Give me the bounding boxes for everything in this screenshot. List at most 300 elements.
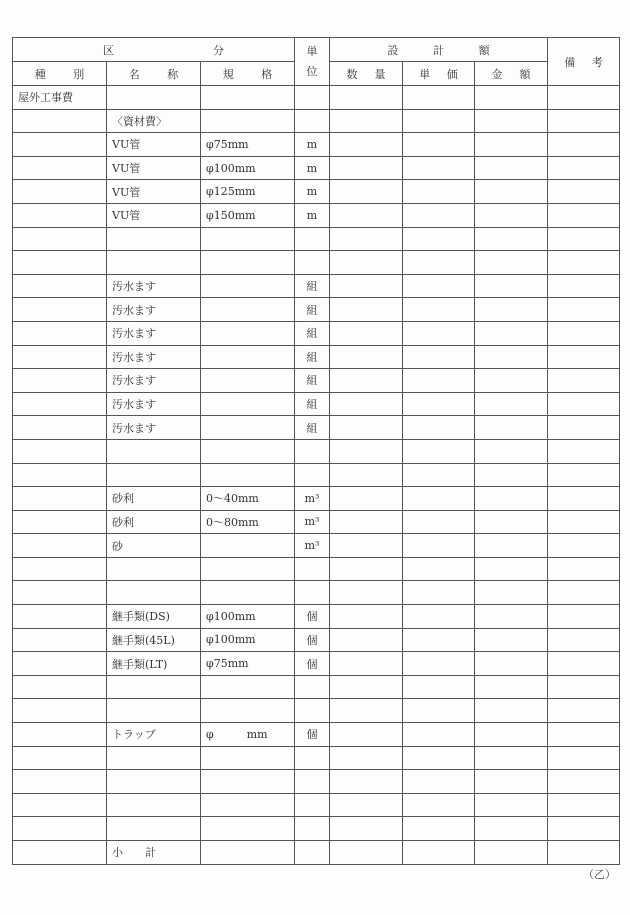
cell-suryo[interactable]: [330, 345, 403, 369]
header-kingaku: 金 額: [475, 62, 548, 86]
cell-shubetsu[interactable]: [13, 298, 107, 322]
cell-tani[interactable]: [295, 841, 330, 865]
cell-kikaku[interactable]: [201, 534, 295, 558]
cell-kikaku[interactable]: [201, 345, 295, 369]
cell-kingaku[interactable]: [475, 109, 548, 133]
cell-kikaku[interactable]: φ125mm: [201, 180, 295, 204]
cell-kingaku[interactable]: [475, 251, 548, 275]
table-header: [13, 38, 620, 86]
table-row: [13, 510, 620, 534]
cell-kikaku[interactable]: [201, 321, 295, 345]
cell-suryo[interactable]: [330, 133, 403, 157]
cell-tani[interactable]: m: [295, 180, 330, 204]
cell-tanka[interactable]: [403, 86, 475, 110]
cell-tani[interactable]: [295, 439, 330, 463]
table-row: [13, 180, 620, 204]
cell-tani[interactable]: 個: [295, 723, 330, 747]
cell-suryo[interactable]: [330, 369, 403, 393]
cell-shubetsu[interactable]: [13, 109, 107, 133]
cell-kingaku[interactable]: [475, 605, 548, 629]
cell-kikaku[interactable]: φ75mm: [201, 133, 295, 157]
cell-tanka[interactable]: [403, 345, 475, 369]
cell-tanka[interactable]: [403, 675, 475, 699]
cell-biko[interactable]: [548, 534, 620, 558]
table-row: [13, 675, 620, 699]
cell-tani[interactable]: [295, 699, 330, 723]
cell-tanka[interactable]: [403, 534, 475, 558]
cell-shubetsu[interactable]: 屋外工事費: [13, 86, 107, 110]
cell-tani[interactable]: [295, 746, 330, 770]
cell-biko[interactable]: [548, 298, 620, 322]
cell-biko[interactable]: [548, 510, 620, 534]
cell-tanka[interactable]: [403, 487, 475, 511]
cell-kingaku[interactable]: [475, 416, 548, 440]
cell-suryo[interactable]: [330, 581, 403, 605]
cell-kingaku[interactable]: [475, 793, 548, 817]
table-row: [13, 345, 620, 369]
header-suryo: 数 量: [330, 62, 403, 86]
cell-shubetsu[interactable]: [13, 321, 107, 345]
cell-tani[interactable]: [295, 557, 330, 581]
header-meisho: 名 称: [107, 62, 201, 86]
cell-kingaku[interactable]: [475, 86, 548, 110]
cell-suryo[interactable]: [330, 841, 403, 865]
cell-tanka[interactable]: [403, 251, 475, 275]
cell-suryo[interactable]: [330, 203, 403, 227]
cell-suryo[interactable]: [330, 463, 403, 487]
cell-suryo[interactable]: [330, 274, 403, 298]
cell-biko[interactable]: [548, 675, 620, 699]
cell-kikaku[interactable]: [201, 227, 295, 251]
cell-shubetsu[interactable]: [13, 203, 107, 227]
cell-meisho[interactable]: [107, 227, 201, 251]
cell-biko[interactable]: [548, 723, 620, 747]
cell-meisho[interactable]: 継手類(DS): [107, 605, 201, 629]
cell-biko[interactable]: [548, 203, 620, 227]
cell-biko[interactable]: [548, 86, 620, 110]
cell-tani[interactable]: 組: [295, 345, 330, 369]
cell-tanka[interactable]: [403, 298, 475, 322]
cell-kikaku[interactable]: [201, 746, 295, 770]
cell-shubetsu[interactable]: [13, 416, 107, 440]
cell-kingaku[interactable]: [475, 156, 548, 180]
cell-biko[interactable]: [548, 463, 620, 487]
cell-suryo[interactable]: [330, 487, 403, 511]
cell-kikaku[interactable]: φ100mm: [201, 156, 295, 180]
cell-tani[interactable]: m³: [295, 510, 330, 534]
cell-tani[interactable]: [295, 793, 330, 817]
cell-shubetsu[interactable]: [13, 793, 107, 817]
cell-tani[interactable]: 組: [295, 274, 330, 298]
cell-biko[interactable]: [548, 628, 620, 652]
cell-tanka[interactable]: [403, 628, 475, 652]
cell-kikaku[interactable]: 0〜80mm: [201, 510, 295, 534]
cell-biko[interactable]: [548, 841, 620, 865]
cell-tanka[interactable]: [403, 793, 475, 817]
cell-kingaku[interactable]: [475, 675, 548, 699]
table-row: [13, 416, 620, 440]
cell-tani[interactable]: [295, 251, 330, 275]
cell-kikaku[interactable]: φ150mm: [201, 203, 295, 227]
table-row: [13, 723, 620, 747]
cell-biko[interactable]: [548, 369, 620, 393]
cell-tanka[interactable]: [403, 770, 475, 794]
table-row: [13, 321, 620, 345]
cell-tanka[interactable]: [403, 746, 475, 770]
cell-kikaku[interactable]: [201, 392, 295, 416]
cell-biko[interactable]: [548, 699, 620, 723]
cell-tani[interactable]: [295, 581, 330, 605]
cell-biko[interactable]: [548, 793, 620, 817]
cell-biko[interactable]: [548, 251, 620, 275]
cell-kingaku[interactable]: [475, 510, 548, 534]
cell-suryo[interactable]: [330, 699, 403, 723]
cell-meisho[interactable]: 汚水ます: [107, 274, 201, 298]
cell-kingaku[interactable]: [475, 345, 548, 369]
cell-suryo[interactable]: [330, 605, 403, 629]
cell-suryo[interactable]: [330, 439, 403, 463]
cell-kingaku[interactable]: [475, 321, 548, 345]
cell-kingaku[interactable]: [475, 133, 548, 157]
cell-kingaku[interactable]: [475, 746, 548, 770]
cell-meisho[interactable]: 〈資材費〉: [107, 109, 201, 133]
table-row: [13, 770, 620, 794]
cell-biko[interactable]: [548, 746, 620, 770]
cell-shubetsu[interactable]: [13, 628, 107, 652]
cell-shubetsu[interactable]: [13, 227, 107, 251]
cell-shubetsu[interactable]: [13, 557, 107, 581]
cell-biko[interactable]: [548, 439, 620, 463]
cell-kingaku[interactable]: [475, 581, 548, 605]
cell-kikaku[interactable]: [201, 416, 295, 440]
cell-biko[interactable]: [548, 581, 620, 605]
cell-biko[interactable]: [548, 180, 620, 204]
cell-shubetsu[interactable]: [13, 345, 107, 369]
form-mark: （乙）: [583, 868, 616, 881]
cell-kingaku[interactable]: [475, 534, 548, 558]
cell-shubetsu[interactable]: [13, 133, 107, 157]
cell-tanka[interactable]: [403, 699, 475, 723]
header-tanka: 単 価: [403, 62, 475, 86]
cell-kikaku[interactable]: [201, 298, 295, 322]
table-row: [13, 392, 620, 416]
cell-shubetsu[interactable]: [13, 841, 107, 865]
cell-tanka[interactable]: [403, 392, 475, 416]
cell-biko[interactable]: [548, 156, 620, 180]
cell-suryo[interactable]: [330, 793, 403, 817]
cell-tanka[interactable]: [403, 581, 475, 605]
cell-tanka[interactable]: [403, 557, 475, 581]
cell-suryo[interactable]: [330, 817, 403, 841]
cell-biko[interactable]: [548, 392, 620, 416]
cell-shubetsu[interactable]: [13, 510, 107, 534]
cell-kikaku[interactable]: [201, 699, 295, 723]
table-row: [13, 605, 620, 629]
cell-kingaku[interactable]: [475, 628, 548, 652]
cell-meisho[interactable]: 汚水ます: [107, 298, 201, 322]
cell-kingaku[interactable]: [475, 298, 548, 322]
cell-meisho[interactable]: 継手類(45L): [107, 628, 201, 652]
cell-shubetsu[interactable]: [13, 817, 107, 841]
cell-tanka[interactable]: [403, 180, 475, 204]
cell-kikaku[interactable]: 0〜40mm: [201, 487, 295, 511]
cell-kikaku[interactable]: [201, 109, 295, 133]
cell-kikaku[interactable]: φ100mm: [201, 628, 295, 652]
cell-tanka[interactable]: [403, 321, 475, 345]
cell-shubetsu[interactable]: [13, 723, 107, 747]
cell-meisho[interactable]: [107, 770, 201, 794]
cell-kikaku[interactable]: [201, 770, 295, 794]
cell-meisho[interactable]: [107, 463, 201, 487]
cell-tanka[interactable]: [403, 510, 475, 534]
cell-tanka[interactable]: [403, 227, 475, 251]
cell-kikaku[interactable]: [201, 675, 295, 699]
cell-tani[interactable]: [295, 770, 330, 794]
table-row: [13, 109, 620, 133]
cell-kingaku[interactable]: [475, 439, 548, 463]
cell-suryo[interactable]: [330, 416, 403, 440]
cell-biko[interactable]: [548, 416, 620, 440]
cell-suryo[interactable]: [330, 251, 403, 275]
cell-meisho[interactable]: 砂利: [107, 487, 201, 511]
cell-meisho[interactable]: VU管: [107, 133, 201, 157]
table-row: [13, 227, 620, 251]
cell-tanka[interactable]: [403, 369, 475, 393]
cell-meisho[interactable]: 継手類(LT): [107, 652, 201, 676]
cell-meisho[interactable]: 砂: [107, 534, 201, 558]
cell-tanka[interactable]: [403, 133, 475, 157]
cell-tanka[interactable]: [403, 652, 475, 676]
cell-kikaku[interactable]: [201, 817, 295, 841]
table-row: [13, 463, 620, 487]
cell-kingaku[interactable]: [475, 463, 548, 487]
cell-biko[interactable]: [548, 817, 620, 841]
cell-kingaku[interactable]: [475, 770, 548, 794]
cell-tani[interactable]: [295, 109, 330, 133]
cell-meisho[interactable]: [107, 251, 201, 275]
cell-meisho[interactable]: [107, 746, 201, 770]
cell-meisho[interactable]: 汚水ます: [107, 392, 201, 416]
cell-suryo[interactable]: [330, 557, 403, 581]
cell-meisho[interactable]: [107, 675, 201, 699]
cell-kingaku[interactable]: [475, 557, 548, 581]
cell-meisho[interactable]: [107, 86, 201, 110]
cell-meisho[interactable]: [107, 817, 201, 841]
cell-kingaku[interactable]: [475, 699, 548, 723]
cell-meisho[interactable]: [107, 699, 201, 723]
cell-shubetsu[interactable]: [13, 605, 107, 629]
cell-shubetsu[interactable]: [13, 770, 107, 794]
cell-suryo[interactable]: [330, 109, 403, 133]
cell-meisho[interactable]: [107, 557, 201, 581]
cell-kikaku[interactable]: [201, 463, 295, 487]
cell-meisho[interactable]: 汚水ます: [107, 321, 201, 345]
cell-shubetsu[interactable]: [13, 699, 107, 723]
cell-tani[interactable]: m³: [295, 487, 330, 511]
table-row: [13, 251, 620, 275]
cell-tani[interactable]: 組: [295, 369, 330, 393]
cell-meisho[interactable]: VU管: [107, 203, 201, 227]
header-biko: 備 考: [548, 38, 620, 86]
cell-kikaku[interactable]: [201, 793, 295, 817]
cell-shubetsu[interactable]: [13, 180, 107, 204]
cell-kingaku[interactable]: [475, 817, 548, 841]
table-row: [13, 298, 620, 322]
cell-biko[interactable]: [548, 274, 620, 298]
table-row: [13, 203, 620, 227]
cell-meisho[interactable]: トラップ: [107, 723, 201, 747]
table-row: [13, 86, 620, 110]
header-shubetsu: 種 別: [13, 62, 107, 86]
cell-suryo[interactable]: [330, 321, 403, 345]
cell-tani[interactable]: [295, 675, 330, 699]
cell-tani[interactable]: 組: [295, 392, 330, 416]
cell-shubetsu[interactable]: [13, 581, 107, 605]
cell-suryo[interactable]: [330, 86, 403, 110]
cell-meisho[interactable]: 汚水ます: [107, 345, 201, 369]
cell-biko[interactable]: [548, 487, 620, 511]
cell-tani[interactable]: [295, 227, 330, 251]
table-row: [13, 274, 620, 298]
cell-tanka[interactable]: [403, 841, 475, 865]
table-row: [13, 628, 620, 652]
cell-kingaku[interactable]: [475, 487, 548, 511]
cell-tani[interactable]: 個: [295, 652, 330, 676]
cell-kikaku[interactable]: φ100mm: [201, 605, 295, 629]
cell-meisho[interactable]: [107, 793, 201, 817]
cell-meisho[interactable]: [107, 439, 201, 463]
cell-biko[interactable]: [548, 605, 620, 629]
cell-kingaku[interactable]: [475, 227, 548, 251]
table-row: [13, 156, 620, 180]
cell-suryo[interactable]: [330, 534, 403, 558]
cell-kingaku[interactable]: [475, 369, 548, 393]
cell-kikaku[interactable]: [201, 369, 295, 393]
cell-shubetsu[interactable]: [13, 463, 107, 487]
cell-meisho[interactable]: 砂利: [107, 510, 201, 534]
cell-tani[interactable]: m³: [295, 534, 330, 558]
cell-tani[interactable]: m: [295, 133, 330, 157]
cell-biko[interactable]: [548, 227, 620, 251]
cell-tani[interactable]: 個: [295, 605, 330, 629]
cell-biko[interactable]: [548, 133, 620, 157]
cell-suryo[interactable]: [330, 298, 403, 322]
cell-tani[interactable]: 個: [295, 628, 330, 652]
cell-shubetsu[interactable]: [13, 487, 107, 511]
cell-suryo[interactable]: [330, 770, 403, 794]
cell-biko[interactable]: [548, 345, 620, 369]
cell-suryo[interactable]: [330, 510, 403, 534]
cell-kikaku[interactable]: [201, 557, 295, 581]
cell-shubetsu[interactable]: [13, 534, 107, 558]
cell-tanka[interactable]: [403, 723, 475, 747]
cell-suryo[interactable]: [330, 628, 403, 652]
cell-kingaku[interactable]: [475, 274, 548, 298]
cell-tanka[interactable]: [403, 203, 475, 227]
design-estimate-table: [12, 37, 620, 865]
cell-tanka[interactable]: [403, 463, 475, 487]
cell-tanka[interactable]: [403, 817, 475, 841]
cell-kikaku[interactable]: [201, 86, 295, 110]
cell-biko[interactable]: [548, 557, 620, 581]
header-sekkei-gaku: 設 計 額: [330, 38, 548, 62]
table-row: [13, 581, 620, 605]
cell-shubetsu[interactable]: [13, 251, 107, 275]
cell-shubetsu[interactable]: [13, 439, 107, 463]
cell-shubetsu[interactable]: [13, 392, 107, 416]
cell-shubetsu[interactable]: [13, 675, 107, 699]
cell-kikaku[interactable]: φ mm: [201, 723, 295, 747]
cell-tanka[interactable]: [403, 605, 475, 629]
cell-suryo[interactable]: [330, 392, 403, 416]
cell-shubetsu[interactable]: [13, 652, 107, 676]
cell-tanka[interactable]: [403, 439, 475, 463]
table-row: [13, 557, 620, 581]
cell-kikaku[interactable]: φ75mm: [201, 652, 295, 676]
header-tani: 単 位: [295, 38, 330, 86]
cell-tani[interactable]: [295, 817, 330, 841]
cell-suryo[interactable]: [330, 675, 403, 699]
cell-shubetsu[interactable]: [13, 746, 107, 770]
cell-shubetsu[interactable]: [13, 274, 107, 298]
cell-biko[interactable]: [548, 770, 620, 794]
cell-kikaku[interactable]: [201, 841, 295, 865]
header-kikaku: 規 格: [201, 62, 295, 86]
cell-suryo[interactable]: [330, 723, 403, 747]
cell-kikaku[interactable]: [201, 581, 295, 605]
cell-suryo[interactable]: [330, 652, 403, 676]
cell-suryo[interactable]: [330, 156, 403, 180]
cell-meisho[interactable]: 汚水ます: [107, 416, 201, 440]
cell-shubetsu[interactable]: [13, 369, 107, 393]
cell-kingaku[interactable]: [475, 841, 548, 865]
cell-suryo[interactable]: [330, 746, 403, 770]
cell-tani[interactable]: m: [295, 203, 330, 227]
cell-tani[interactable]: 組: [295, 416, 330, 440]
cell-meisho[interactable]: VU管: [107, 180, 201, 204]
cell-suryo[interactable]: [330, 227, 403, 251]
header-kubun: 区 分: [13, 38, 295, 62]
cell-kingaku[interactable]: [475, 392, 548, 416]
table-row: [13, 817, 620, 841]
cell-tanka[interactable]: [403, 274, 475, 298]
cell-kikaku[interactable]: [201, 439, 295, 463]
cell-kingaku[interactable]: [475, 652, 548, 676]
cell-biko[interactable]: [548, 652, 620, 676]
cell-tani[interactable]: 組: [295, 298, 330, 322]
cell-meisho[interactable]: VU管: [107, 156, 201, 180]
cell-kikaku[interactable]: [201, 274, 295, 298]
cell-tani[interactable]: [295, 86, 330, 110]
cell-shubetsu[interactable]: [13, 156, 107, 180]
cell-kingaku[interactable]: [475, 203, 548, 227]
table-row: [13, 746, 620, 770]
cell-tani[interactable]: [295, 463, 330, 487]
cell-tanka[interactable]: [403, 109, 475, 133]
cell-kingaku[interactable]: [475, 180, 548, 204]
cell-biko[interactable]: [548, 321, 620, 345]
cell-biko[interactable]: [548, 109, 620, 133]
cell-tanka[interactable]: [403, 416, 475, 440]
cell-suryo[interactable]: [330, 180, 403, 204]
cell-meisho[interactable]: [107, 581, 201, 605]
cell-kikaku[interactable]: [201, 251, 295, 275]
cell-meisho[interactable]: 汚水ます: [107, 369, 201, 393]
cell-tanka[interactable]: [403, 156, 475, 180]
cell-kingaku[interactable]: [475, 723, 548, 747]
cell-tani[interactable]: 組: [295, 321, 330, 345]
cell-tani[interactable]: m: [295, 156, 330, 180]
